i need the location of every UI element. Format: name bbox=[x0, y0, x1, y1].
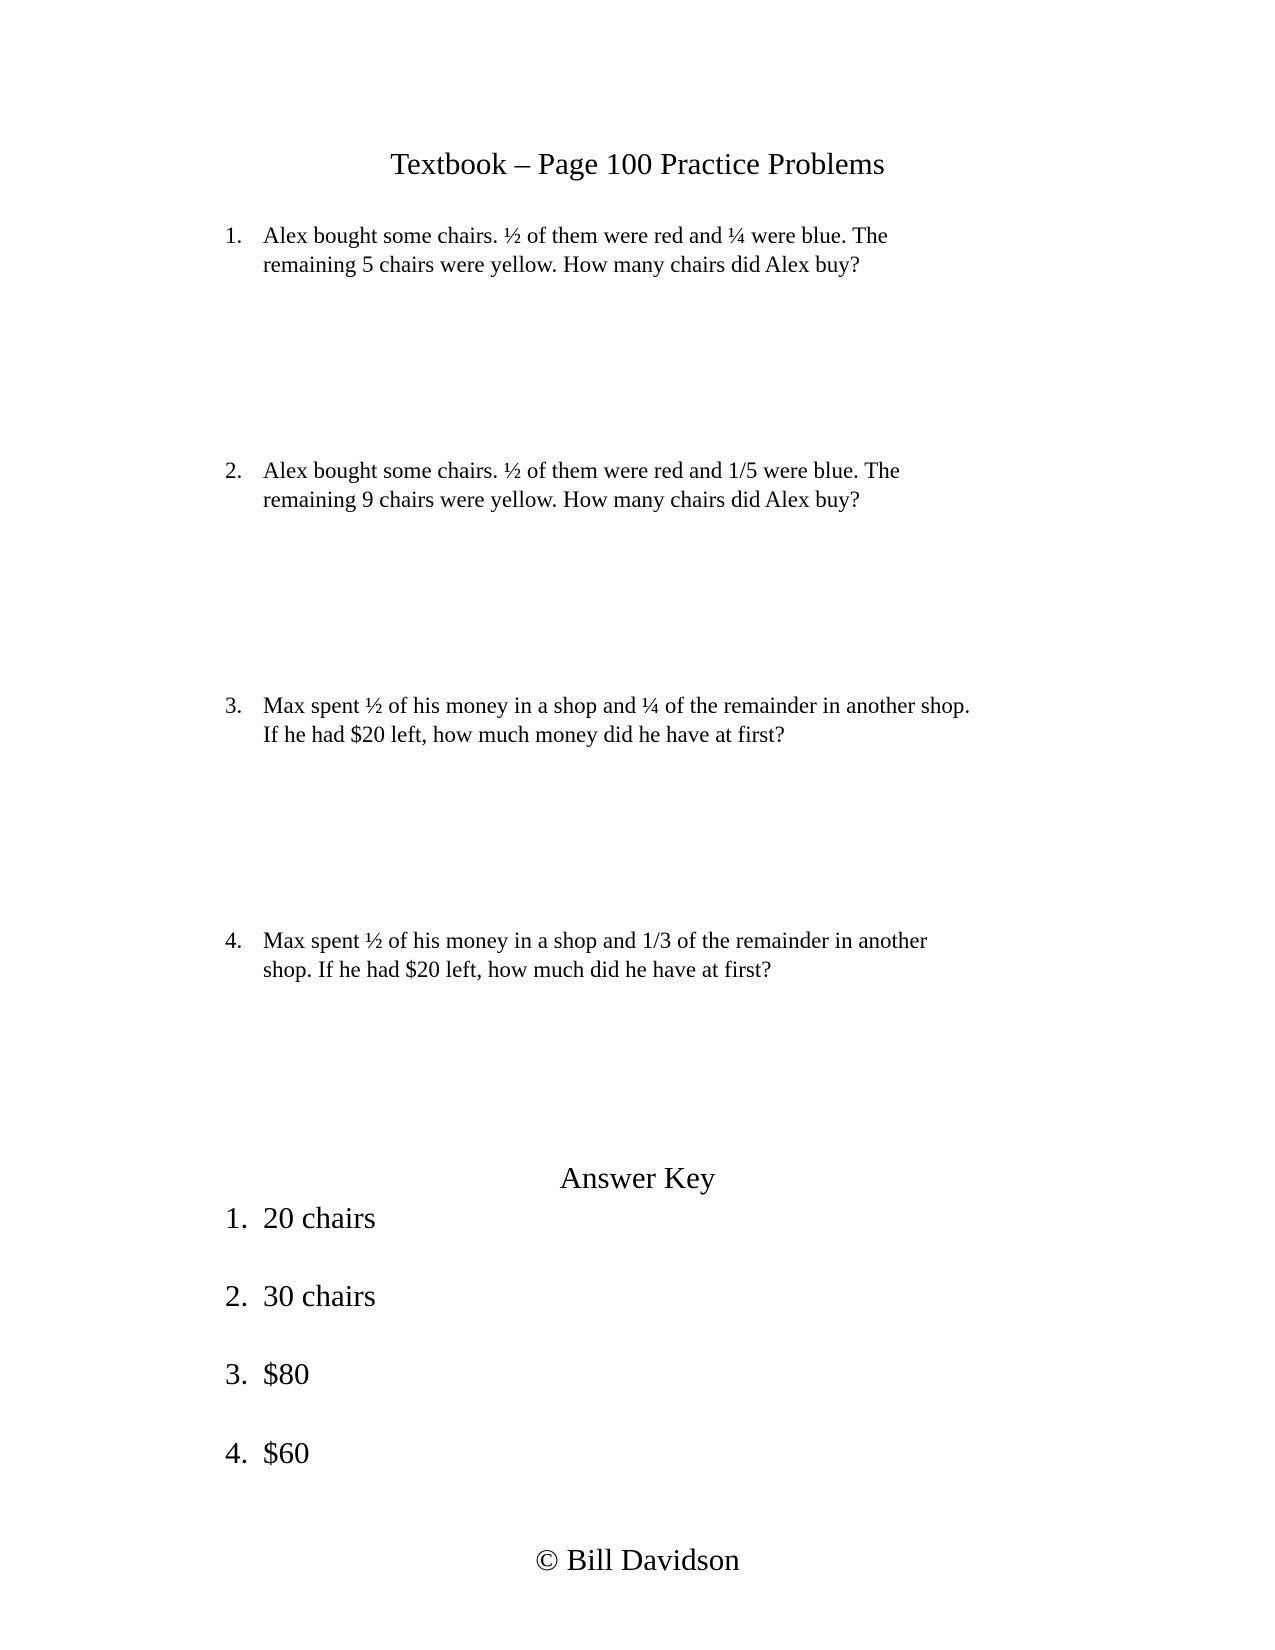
problem-3 bbox=[225, 691, 1105, 749]
problem-number: 2. bbox=[225, 458, 243, 483]
answer-text: 20 chairs bbox=[263, 1200, 376, 1235]
answer-text: 30 chairs bbox=[263, 1278, 376, 1313]
problem-line: shop. If he had $20 left, how much did he have at first? bbox=[263, 957, 772, 982]
problem-4 bbox=[225, 926, 1105, 984]
answer-4 bbox=[225, 1435, 310, 1471]
problem-text bbox=[263, 691, 1105, 749]
problem-line: remaining 5 chairs were yellow. How many chairs did Alex buy? bbox=[263, 252, 860, 277]
problem-text bbox=[263, 456, 1105, 514]
copyright-notice: © Bill Davidson bbox=[535, 1542, 740, 1577]
answer-text: $80 bbox=[263, 1356, 310, 1391]
answer-1 bbox=[225, 1200, 376, 1236]
answer-number: 1. bbox=[225, 1200, 249, 1235]
problem-number: 4. bbox=[225, 928, 243, 953]
answer-key-title: Answer Key bbox=[559, 1160, 716, 1195]
problem-text bbox=[263, 926, 1105, 984]
problem-number: 3. bbox=[225, 693, 243, 718]
problem-line: Max spent ½ of his money in a shop and ¼ of the remainder in another shop. bbox=[263, 693, 971, 718]
problem-1 bbox=[225, 221, 1105, 279]
problem-2 bbox=[225, 456, 1105, 514]
problem-line: Alex bought some chairs. ½ of them were red and ¼ were blue. The bbox=[263, 223, 888, 248]
answer-3 bbox=[225, 1356, 310, 1392]
answer-number: 4. bbox=[225, 1435, 249, 1470]
problem-line: If he had $20 left, how much money did he have at first? bbox=[263, 722, 785, 747]
page-title: Textbook – Page 100 Practice Problems bbox=[390, 146, 885, 181]
answer-number: 2. bbox=[225, 1278, 249, 1313]
answer-number: 3. bbox=[225, 1356, 249, 1391]
problem-line: Alex bought some chairs. ½ of them were red and 1/5 were blue. The bbox=[263, 458, 900, 483]
problem-line: Max spent ½ of his money in a shop and 1/3 of the remainder in another bbox=[263, 928, 928, 953]
problem-text bbox=[263, 221, 1105, 279]
problem-line: remaining 9 chairs were yellow. How many chairs did Alex buy? bbox=[263, 487, 860, 512]
answer-text: $60 bbox=[263, 1435, 310, 1470]
problem-number: 1. bbox=[225, 223, 243, 248]
answer-2 bbox=[225, 1278, 376, 1314]
